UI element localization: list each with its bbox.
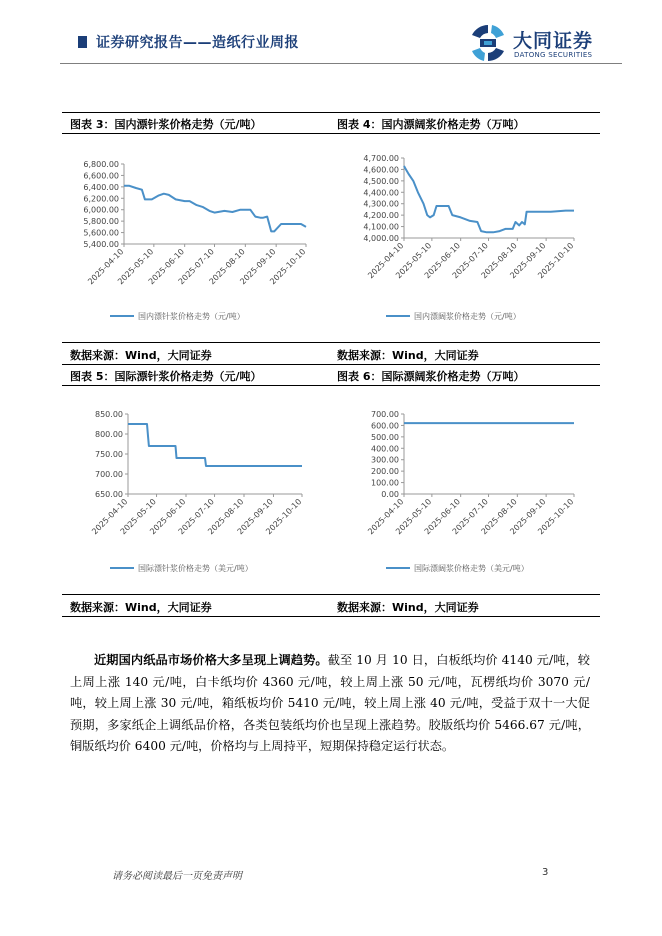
table-rule-mid-3 xyxy=(62,594,600,595)
table-rule-mid-1 xyxy=(62,342,600,343)
company-logo xyxy=(466,22,616,64)
commentary-lead: 近期国内纸品市场价格大多呈现上调趋势。 xyxy=(94,653,328,667)
figure-source: 数据来源：Wind，大同证券 xyxy=(337,601,479,614)
chart-svg xyxy=(66,390,330,590)
chart-domestic-hardwood-pulp xyxy=(334,138,598,338)
x-tick-label: 2025-06-10 xyxy=(422,241,463,281)
y-tick-label: 5,800.00 xyxy=(83,217,119,227)
legend-label: 国内漂针浆价格走势（元/吨） xyxy=(138,312,245,321)
figure-caption: 图表 3：国内漂针浆价格走势（元/吨） xyxy=(70,118,262,131)
y-tick-label: 4,200.00 xyxy=(363,211,399,221)
x-tick-label: 2025-06-10 xyxy=(422,497,463,537)
y-tick-label: 400.00 xyxy=(371,444,399,454)
legend-label: 国际漂针浆价格走势（美元/吨） xyxy=(138,564,253,573)
logo-name: 大同证券 xyxy=(513,30,594,52)
y-tick-label: 4,300.00 xyxy=(363,199,399,209)
header-square-mark xyxy=(78,36,87,48)
y-tick-label: 850.00 xyxy=(95,410,123,419)
x-tick-label: 2025-10-10 xyxy=(536,497,576,537)
x-tick-label: 2025-08-10 xyxy=(479,497,519,537)
legend-label: 国际漂阔浆价格走势（美元/吨） xyxy=(414,564,529,573)
logo-subtitle: DATONG SECURITIES xyxy=(514,51,593,59)
table-rule-caption-1 xyxy=(62,133,600,134)
x-tick-label: 2025-09-10 xyxy=(235,497,275,537)
x-tick-label: 2025-05-10 xyxy=(118,497,158,537)
chart-svg xyxy=(66,138,330,338)
series-line xyxy=(124,186,306,232)
figure-caption: 图表 4：国内漂阔浆价格走势（万吨） xyxy=(337,118,525,131)
report-title: 证券研究报告——造纸行业周报 xyxy=(96,35,299,51)
chart-svg xyxy=(334,138,598,338)
y-tick-label: 600.00 xyxy=(371,421,399,431)
x-tick-label: 2025-05-10 xyxy=(394,241,434,281)
x-tick-label: 2025-06-10 xyxy=(148,497,188,537)
y-tick-label: 6,400.00 xyxy=(83,182,119,192)
y-tick-label: 500.00 xyxy=(371,432,399,442)
y-tick-label: 4,000.00 xyxy=(363,234,399,243)
y-tick-label: 6,000.00 xyxy=(83,205,119,215)
datong-logo-icon xyxy=(466,22,510,64)
x-tick-label: 2025-08-10 xyxy=(206,497,246,537)
x-tick-label: 2025-10-10 xyxy=(264,497,304,537)
y-tick-label: 5,400.00 xyxy=(83,240,119,249)
figure-caption: 图表 5：国际漂针浆价格走势（元/吨） xyxy=(70,370,262,383)
x-tick-label: 2025-10-10 xyxy=(536,241,576,281)
chart-international-softwood-pulp xyxy=(66,390,330,590)
x-tick-label: 2025-10-10 xyxy=(268,247,308,287)
market-commentary xyxy=(70,650,590,758)
x-tick-label: 2025-05-10 xyxy=(394,497,434,537)
x-tick-label: 2025-09-10 xyxy=(508,497,548,537)
table-rule-caption-2 xyxy=(62,385,600,386)
y-tick-label: 4,400.00 xyxy=(363,188,399,198)
table-rule-mid-2 xyxy=(62,364,600,365)
y-tick-label: 4,600.00 xyxy=(363,165,399,175)
header-divider xyxy=(60,63,622,64)
x-tick-label: 2025-06-10 xyxy=(146,247,187,287)
page-number: 3 xyxy=(542,867,549,878)
legend-label: 国内漂阔浆价格走势（元/吨） xyxy=(414,312,521,321)
x-tick-label: 2025-07-10 xyxy=(176,247,216,287)
y-tick-label: 200.00 xyxy=(371,467,399,477)
y-tick-label: 0.00 xyxy=(381,490,399,499)
chart-international-hardwood-pulp xyxy=(334,390,598,590)
x-tick-label: 2025-07-10 xyxy=(450,241,490,281)
figure-caption: 图表 6：国际漂阔浆价格走势（万吨） xyxy=(337,370,525,383)
x-tick-label: 2025-08-10 xyxy=(207,247,247,287)
y-tick-label: 750.00 xyxy=(95,450,123,459)
x-tick-label: 2025-05-10 xyxy=(116,247,156,287)
x-tick-label: 2025-07-10 xyxy=(450,497,490,537)
y-tick-label: 6,200.00 xyxy=(83,194,119,204)
x-tick-label: 2025-04-10 xyxy=(366,497,406,537)
chart-domestic-softwood-pulp xyxy=(66,138,330,338)
y-tick-label: 4,100.00 xyxy=(363,222,399,232)
series-line xyxy=(404,166,574,232)
y-tick-label: 5,600.00 xyxy=(83,228,119,238)
y-tick-label: 6,800.00 xyxy=(83,160,119,169)
x-tick-label: 2025-08-10 xyxy=(479,241,519,281)
x-tick-label: 2025-04-10 xyxy=(86,247,126,287)
x-tick-label: 2025-07-10 xyxy=(176,497,216,537)
y-tick-label: 4,700.00 xyxy=(363,154,399,163)
series-line xyxy=(128,424,302,466)
table-rule-top xyxy=(62,112,600,113)
y-tick-label: 700.00 xyxy=(371,410,399,419)
x-tick-label: 2025-04-10 xyxy=(366,241,406,281)
y-tick-label: 6,600.00 xyxy=(83,171,119,181)
figure-source: 数据来源：Wind，大同证券 xyxy=(70,349,212,362)
x-tick-label: 2025-09-10 xyxy=(508,241,548,281)
y-tick-label: 4,500.00 xyxy=(363,176,399,186)
disclaimer-note: 请务必阅读最后一页免责声明 xyxy=(112,871,242,882)
y-tick-label: 100.00 xyxy=(371,478,399,488)
y-tick-label: 300.00 xyxy=(371,455,399,465)
figure-source: 数据来源：Wind，大同证券 xyxy=(70,601,212,614)
table-rule-bottom xyxy=(62,616,600,617)
x-tick-label: 2025-04-10 xyxy=(90,497,130,537)
figure-source: 数据来源：Wind，大同证券 xyxy=(337,349,479,362)
y-tick-label: 650.00 xyxy=(95,490,123,499)
y-tick-label: 800.00 xyxy=(95,430,123,439)
chart-svg xyxy=(334,390,598,590)
x-tick-label: 2025-09-10 xyxy=(238,247,278,287)
y-tick-label: 700.00 xyxy=(95,470,123,479)
commentary-body: 截至 10 月 10 日，白板纸均价 4140 元/吨，较上周上涨 140 元/吨，白卡纸均价 4360 元/吨，较上周上涨 50 元/吨，瓦楞纸均价 3070 元/吨，较上周上涨 30 元/吨，箱纸板均价 5410 元/吨，较上周上涨 40 元/吨，受益于双十一大促预期，多家纸企上调纸品价格，各类包装纸均价也呈现上涨趋势。胶版纸均价 5466.67 元/吨，铜版纸均价 6400 元/吨，价格均与上周持平，短期保持稳定运行状态。 xyxy=(70,653,590,753)
